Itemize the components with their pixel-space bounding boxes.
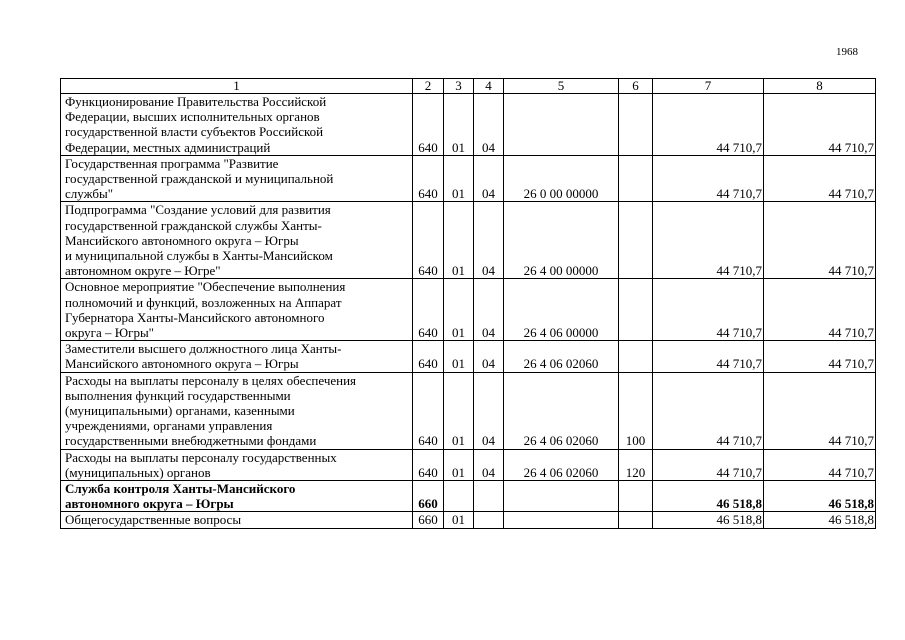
target-article-cell: 26 4 06 00000 <box>504 279 619 341</box>
target-article-cell <box>504 512 619 528</box>
section-code-cell: 01 <box>444 341 474 372</box>
item-name-cell: Расходы на выплаты персоналу государственных (муниципальных) органов <box>61 449 413 480</box>
budget-table <box>60 78 876 529</box>
table-row <box>61 512 876 528</box>
amount-cell: 44 710,7 <box>653 372 764 449</box>
header-cell: 4 <box>474 79 504 94</box>
expense-type-cell <box>619 512 653 528</box>
header-row <box>61 79 876 94</box>
amount-cell: 44 710,7 <box>653 341 764 372</box>
subsection-code-cell: 04 <box>474 155 504 202</box>
amount-cell: 44 710,7 <box>764 449 876 480</box>
ministry-code-cell: 660 <box>413 512 444 528</box>
amount-cell: 44 710,7 <box>653 279 764 341</box>
table-row <box>61 155 876 202</box>
expense-type-cell <box>619 94 653 156</box>
expense-type-cell <box>619 341 653 372</box>
ministry-code-cell: 640 <box>413 202 444 279</box>
item-name-cell: Заместители высшего должностного лица Ханты- Мансийского автономного округа – Югры <box>61 341 413 372</box>
subsection-code-cell <box>474 512 504 528</box>
amount-cell: 46 518,8 <box>653 481 764 512</box>
table-row <box>61 372 876 449</box>
ministry-code-cell: 660 <box>413 481 444 512</box>
expense-type-cell <box>619 155 653 202</box>
amount-cell: 44 710,7 <box>764 279 876 341</box>
amount-cell: 44 710,7 <box>653 202 764 279</box>
amount-cell: 44 710,7 <box>764 372 876 449</box>
ministry-code-cell: 640 <box>413 155 444 202</box>
target-article-cell <box>504 94 619 156</box>
target-article-cell: 26 4 06 02060 <box>504 372 619 449</box>
item-name-cell: Функционирование Правительства Российской Федерации, высших исполнительных органов государственной власти субъектов Российской Федерации, местных администраций <box>61 94 413 156</box>
header-cell: 7 <box>653 79 764 94</box>
section-code-cell: 01 <box>444 279 474 341</box>
header-cell: 5 <box>504 79 619 94</box>
expense-type-cell <box>619 279 653 341</box>
expense-type-cell: 100 <box>619 372 653 449</box>
header-cell: 2 <box>413 79 444 94</box>
amount-cell: 44 710,7 <box>764 155 876 202</box>
amount-cell: 46 518,8 <box>764 481 876 512</box>
target-article-cell: 26 4 00 00000 <box>504 202 619 279</box>
table-row <box>61 341 876 372</box>
page-number: 1968 <box>836 46 858 58</box>
table-row <box>61 279 876 341</box>
ministry-code-cell: 640 <box>413 279 444 341</box>
section-code-cell: 01 <box>444 94 474 156</box>
table-row <box>61 449 876 480</box>
header-cell: 6 <box>619 79 653 94</box>
item-name-cell: Основное мероприятие "Обеспечение выполнения полномочий и функций, возложенных на Аппарат Губернатора Ханты-Мансийского автономного округа – Югры" <box>61 279 413 341</box>
expense-type-cell: 120 <box>619 449 653 480</box>
item-name-cell: Государственная программа "Развитие государственной гражданской и муниципальной службы" <box>61 155 413 202</box>
amount-cell: 44 710,7 <box>764 94 876 156</box>
section-code-cell <box>444 481 474 512</box>
subsection-code-cell: 04 <box>474 279 504 341</box>
target-article-cell: 26 4 06 02060 <box>504 449 619 480</box>
subsection-code-cell: 04 <box>474 202 504 279</box>
target-article-cell: 26 4 06 02060 <box>504 341 619 372</box>
subsection-code-cell: 04 <box>474 449 504 480</box>
section-code-cell: 01 <box>444 202 474 279</box>
table-row <box>61 202 876 279</box>
item-name-cell: Расходы на выплаты персоналу в целях обеспечения выполнения функций государственными (муниципальными) органами, казенными учреждениями, органами управления государственными внебюджетными фондами <box>61 372 413 449</box>
ministry-code-cell: 640 <box>413 341 444 372</box>
item-name-cell: Подпрограмма "Создание условий для развития государственной гражданской службы Ханты- Мансийского автономного округа – Югры и муниципальной службы в Ханты-Мансийском автономном округе – Югре" <box>61 202 413 279</box>
expense-type-cell <box>619 481 653 512</box>
amount-cell: 44 710,7 <box>653 449 764 480</box>
amount-cell: 44 710,7 <box>653 94 764 156</box>
section-code-cell: 01 <box>444 512 474 528</box>
header-cell: 3 <box>444 79 474 94</box>
subsection-code-cell: 04 <box>474 94 504 156</box>
table-row <box>61 94 876 156</box>
table-row <box>61 481 876 512</box>
ministry-code-cell: 640 <box>413 449 444 480</box>
ministry-code-cell: 640 <box>413 372 444 449</box>
amount-cell: 44 710,7 <box>764 202 876 279</box>
section-code-cell: 01 <box>444 155 474 202</box>
expense-type-cell <box>619 202 653 279</box>
target-article-cell: 26 0 00 00000 <box>504 155 619 202</box>
target-article-cell <box>504 481 619 512</box>
amount-cell: 44 710,7 <box>764 341 876 372</box>
header-cell: 1 <box>61 79 413 94</box>
amount-cell: 46 518,8 <box>653 512 764 528</box>
ministry-code-cell: 640 <box>413 94 444 156</box>
header-cell: 8 <box>764 79 876 94</box>
amount-cell: 46 518,8 <box>764 512 876 528</box>
subsection-code-cell: 04 <box>474 372 504 449</box>
item-name-cell: Служба контроля Ханты-Мансийского автономного округа – Югры <box>61 481 413 512</box>
amount-cell: 44 710,7 <box>653 155 764 202</box>
section-code-cell: 01 <box>444 449 474 480</box>
subsection-code-cell: 04 <box>474 341 504 372</box>
item-name-cell: Общегосударственные вопросы <box>61 512 413 528</box>
subsection-code-cell <box>474 481 504 512</box>
section-code-cell: 01 <box>444 372 474 449</box>
